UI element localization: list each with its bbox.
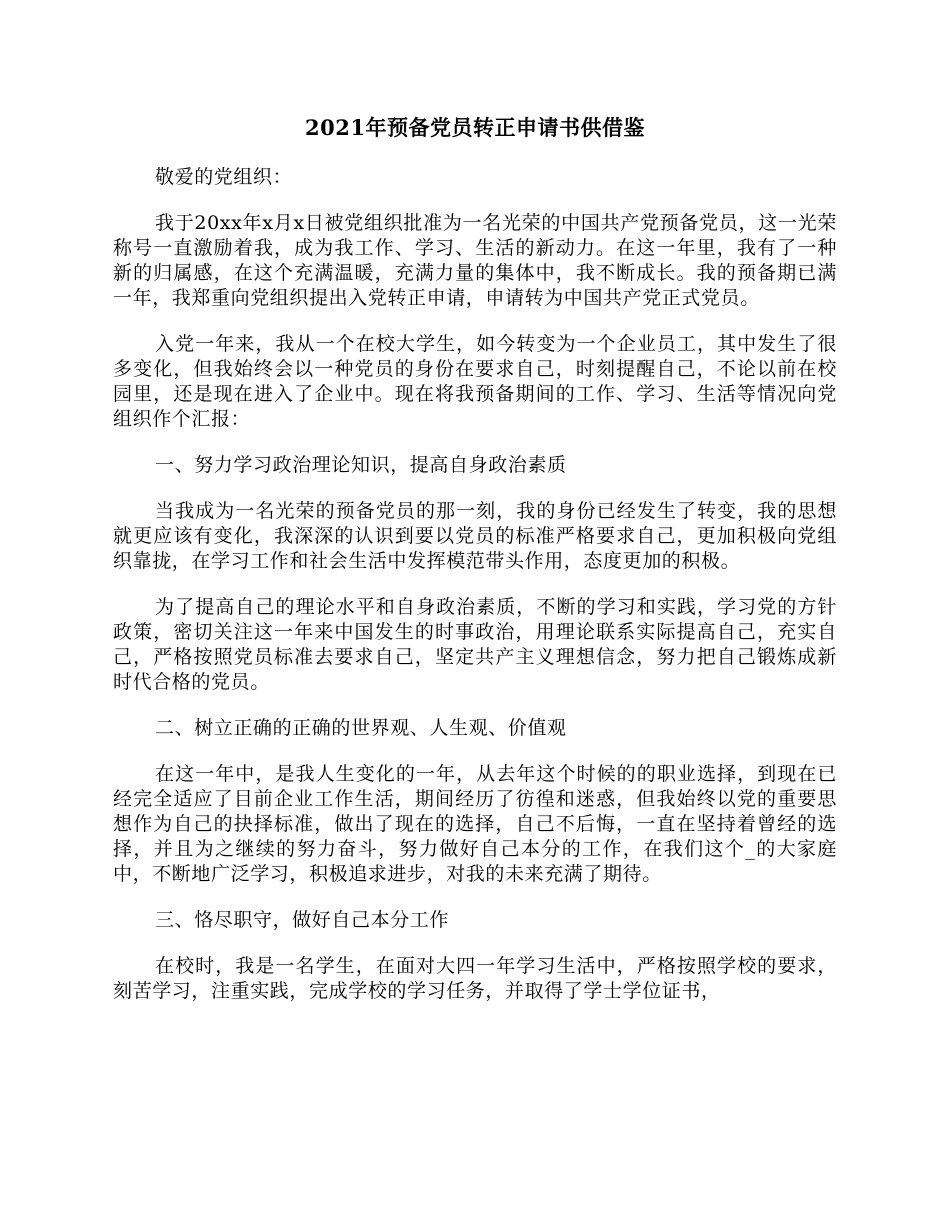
paragraph-probation-intro: 我于20xx年x月x日被党组织批准为一名光荣的中国共产党预备党员，这一光荣称号一直激励着我，成为我工作、学习、生活的新动力。在这一年里，我有了一种新的归属感，在这个充满温暖，充满力量的集体中，我不断成长。我的预备期已满一年，我郑重向党组织提出入党转正申请，申请转为中国共产党正式党员。 (113, 212, 837, 309)
paragraph-school-duty: 在校时，我是一名学生，在面对大四一年学习生活中，严格按照学校的要求，刻苦学习，注重实践，完成学校的学习任务，并取得了学士学位证书， (113, 955, 837, 1002)
document-title: 2021年预备党员转正申请书供借鉴 (305, 115, 645, 140)
section-heading-1: 一、努力学习政治理论知识，提高自身政治素质 (155, 454, 567, 476)
paragraph-year-overview: 入党一年来，我从一个在校大学生，如今转变为一个企业员工，其中发生了很多变化，但我始终会以一种党员的身份在要求自己，时刻提醒自己，不论以前在校园里，还是现在进入了企业中。现在将我预备期间的工作、学习、生活等情况向党组织作个汇报： (113, 333, 837, 430)
document-body (113, 165, 837, 1025)
paragraph-life-change: 在这一年中，是我人生变化的一年，从去年这个时候的的职业选择，到现在已经完全适应了目前企业工作生活，期间经历了彷徨和迷惑，但我始终以党的重要思想作为自己的抉择标准，做出了现在的选择，自己不后悔，一直在坚持着曾经的选择，并且为之继续的努力奋斗，努力做好自己本分的工作，在我们这个_的大家庭中，不断地广泛学习，积极追求进步，对我的未来充满了期待。 (113, 763, 837, 885)
paragraph-identity-change: 当我成为一名光荣的预备党员的那一刻，我的身份已经发生了转变，我的思想就更应该有变化，我深深的认识到要以党员的标准严格要求自己，更加积极向党组织靠拢，在学习工作和社会生活中发挥模范带头作用，态度更加的积极。 (113, 500, 837, 572)
section-heading-3: 三、恪尽职守，做好自己本分工作 (155, 909, 450, 931)
salutation: 敬爱的党组织： (155, 166, 293, 188)
section-heading-2: 二、树立正确的正确的世界观、人生观、价值观 (155, 717, 567, 739)
paragraph-theory-study: 为了提高自己的理论水平和自身政治素质，不断的学习和实践，学习党的方针政策，密切关注这一年来中国发生的时事政治，用理论联系实际提高自己，充实自己，严格按照党员标准去要求自己，坚定共产主义理想信念，努力把自己锻炼成新时代合格的党员。 (113, 596, 837, 693)
